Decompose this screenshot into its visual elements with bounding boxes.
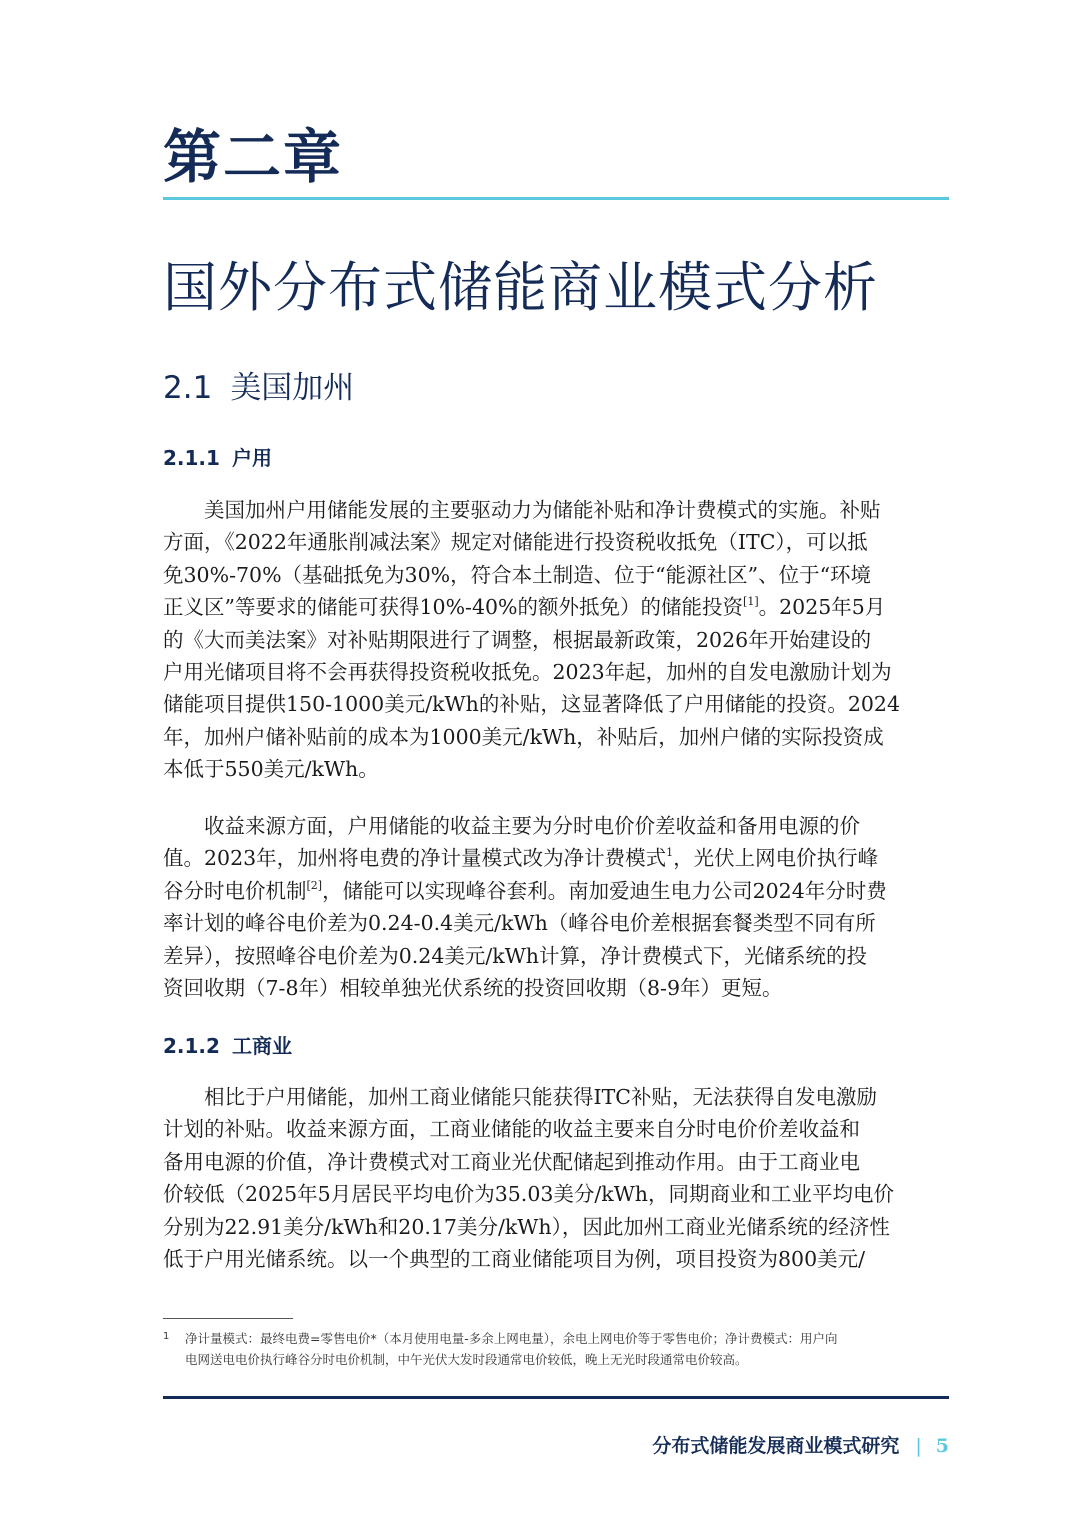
text-line: 低于户用光储系统。以一个典型的工商业储能项目为例，项目投资为800美元/ <box>163 1246 866 1271</box>
subsection-heading-residential <box>163 446 272 470</box>
paragraph-residential-drivers <box>163 494 949 786</box>
text-line: 年，加州户储补贴前的成本为1000美元/kWh，补贴后，加州户储的实际投资成 <box>163 724 884 749</box>
page-title: 国外分布式储能商业模式分析 <box>163 256 878 319</box>
text-line: 价较低（2025年5月居民平均电价为35.03美分/kWh，同期商业和工业平均电价 <box>163 1182 895 1207</box>
text-line: 谷分时电价机制[2]，储能可以实现峰谷套利。南加爱迪生电力公司2024年分时费 <box>163 878 887 903</box>
text-line: 率计划的峰谷电价差为0.24-0.4美元/kWh（峰谷电价差根据套餐类型不同有所 <box>163 911 876 936</box>
chapter-divider <box>163 197 949 200</box>
subsection-heading-commercial <box>163 1034 292 1058</box>
text-line: 正义区”等要求的储能可获得10%-40%的额外抵免）的储能投资[1]。2025年5月 <box>163 595 886 620</box>
text-line: 分别为22.91美分/kWh和20.17美分/kWh），因此加州工商业光储系统的经济性 <box>163 1214 890 1239</box>
footer-divider <box>163 1396 949 1399</box>
paragraph-commercial <box>163 1081 949 1275</box>
footnote-line: 净计量模式：最终电费=零售电价*（本月使用电量-多余上网电量），余电上网电价等于零售电价；净计费模式：用户向 <box>185 1331 838 1346</box>
chapter-heading: 第二章 <box>163 123 344 191</box>
section-number: 2.1 <box>163 370 213 406</box>
subsection-title: 户用 <box>231 446 272 470</box>
footnote-ref[interactable]: 1 <box>666 846 674 860</box>
text-line: 计划的补贴。收益来源方面，工商业储能的收益主要来自分时电价价差收益和 <box>163 1117 860 1142</box>
footer-separator: | <box>915 1435 922 1457</box>
page-number: 5 <box>935 1435 949 1457</box>
text-line: 相比于户用储能，加州工商业储能只能获得ITC补贴，无法获得自发电激励 <box>204 1085 877 1109</box>
subsection-title: 工商业 <box>231 1034 292 1058</box>
text-line: 备用电源的价值，净计费模式对工商业光伏配储起到推动作用。由于工商业电 <box>163 1149 860 1174</box>
text-line: 户用光储项目将不会再获得投资税收抵免。2023年起，加州的自发电激励计划为 <box>163 659 892 684</box>
text-line: 值。2023年，加州将电费的净计量模式改为净计费模式$^1$，光伏上网电价执行峰 <box>163 846 879 871</box>
text-line: 方面，《2022年通胀削减法案》规定对储能进行投资税收抵免（ITC），可以抵 <box>163 530 868 555</box>
footnote-line: 电网送电电价执行峰谷分时电价机制，中午光伏大发时段通常电价较低，晚上无光时段通常电价较高。 <box>185 1352 748 1367</box>
section-heading <box>163 370 354 407</box>
citation-ref[interactable]: [2] <box>306 878 323 892</box>
footer-title: 分布式储能发展商业模式研究 <box>652 1435 900 1457</box>
page-footer <box>652 1431 949 1458</box>
text-line: 储能项目提供150-1000美元/kWh的补贴，这显著降低了户用储能的投资。2024 <box>163 692 900 717</box>
text-line: 本低于550美元/kWh。 <box>163 757 379 782</box>
citation-ref[interactable]: [1] <box>743 595 759 609</box>
footnote-divider <box>163 1318 293 1319</box>
text-line: 差异），按照峰谷电价差为0.24美元/kWh计算，净计费模式下，光储系统的投 <box>163 943 867 968</box>
text-line: 的《大而美法案》对补贴期限进行了调整，根据最新政策，2026年开始建设的 <box>163 627 872 652</box>
paragraph-residential-revenue <box>163 810 949 1004</box>
text-line: 美国加州户用储能发展的主要驱动力为储能补贴和净计费模式的实施。补贴 <box>204 498 881 522</box>
text-line: 资回收期（7-8年）相较单独光伏系统的投资回收期（8-9年）更短。 <box>163 975 783 1000</box>
footnote-mark: 1 <box>163 1331 170 1342</box>
footnote <box>163 1328 949 1370</box>
text-line: 免30%-70%（基础抵免为30%，符合本土制造、位于“能源社区”、位于“环境 <box>163 562 872 587</box>
subsection-number: 2.1.2 <box>163 1034 220 1058</box>
section-title: 美国加州 <box>230 370 355 406</box>
subsection-number: 2.1.1 <box>163 446 220 470</box>
text-line: 收益来源方面，户用储能的收益主要为分时电价价差收益和备用电源的价 <box>204 814 860 838</box>
